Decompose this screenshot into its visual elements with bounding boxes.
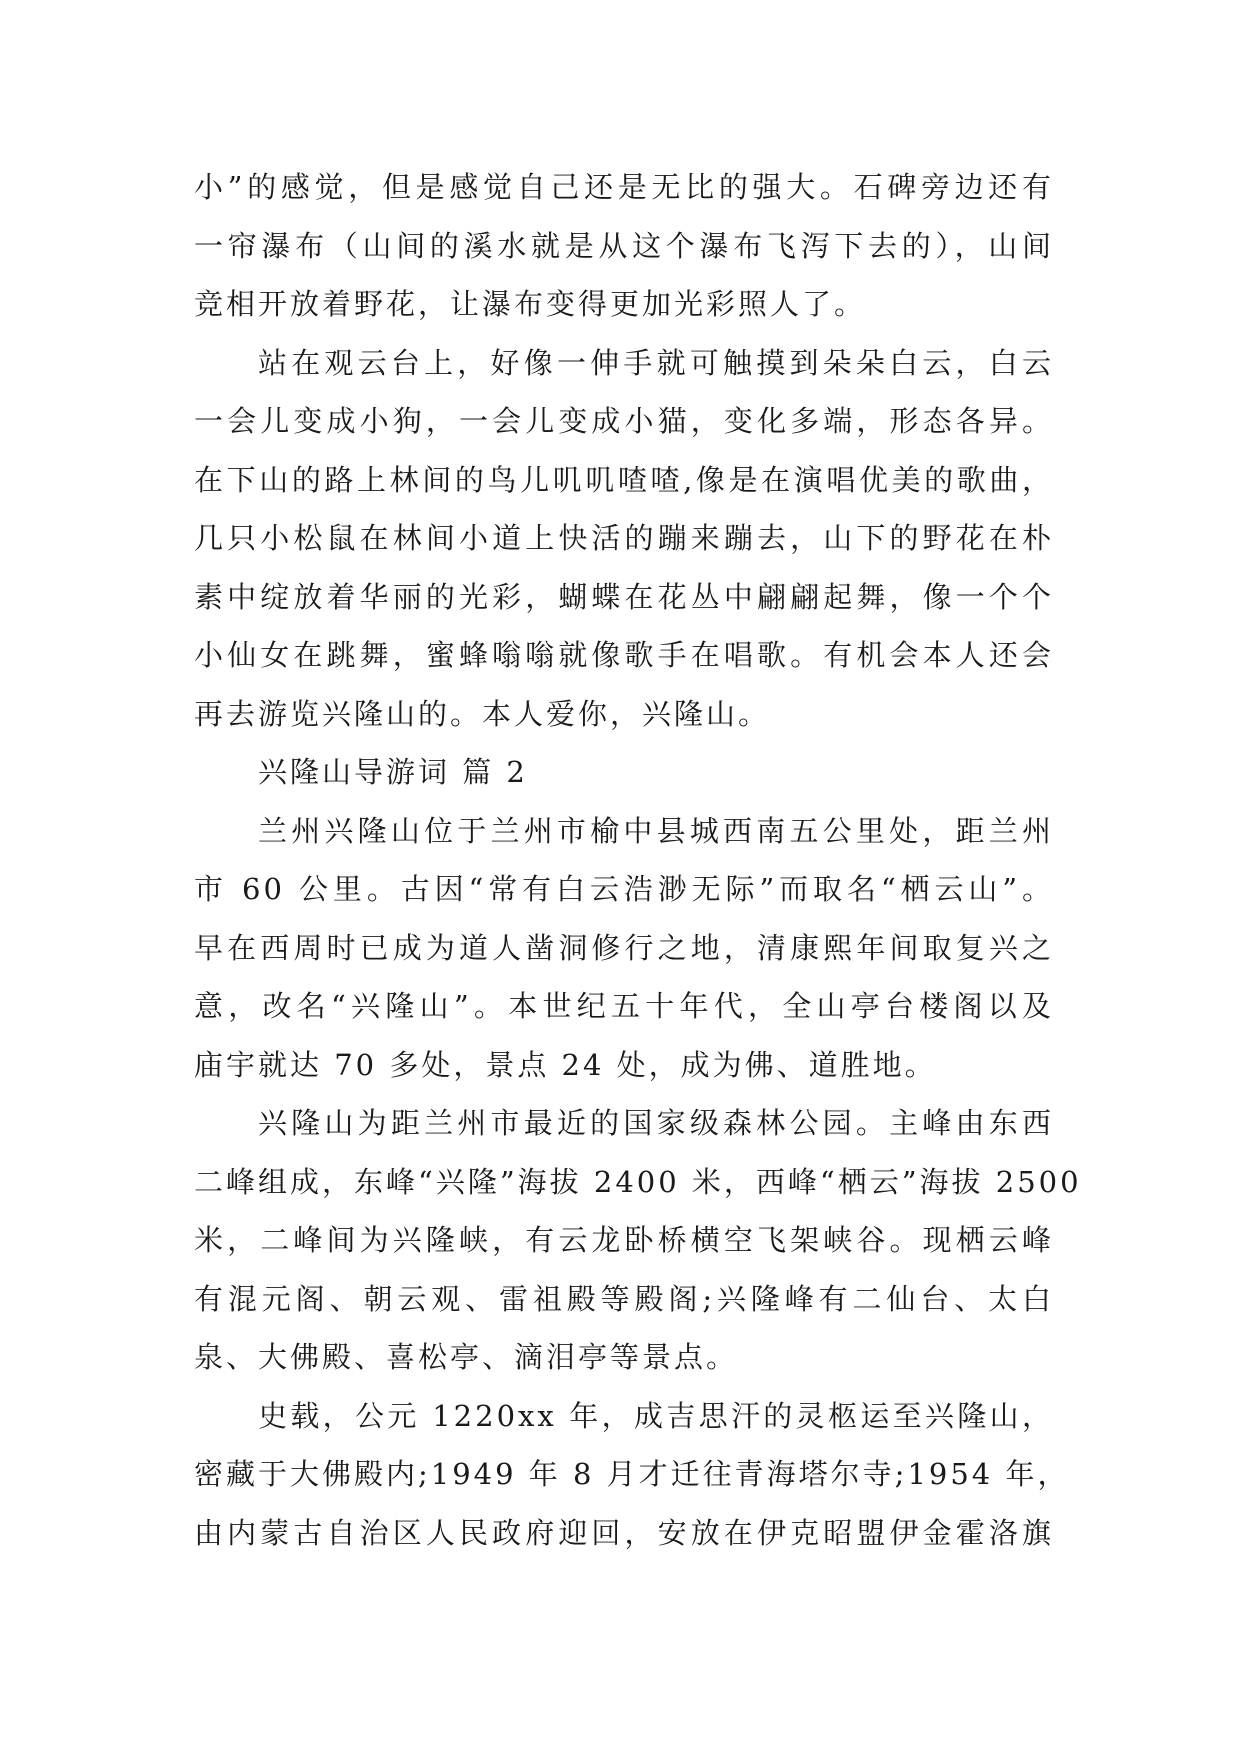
text-line: 密藏于大佛殿内;1949 年 8 月才迁往青海塔尔寺;1954 年，: [194, 1457, 1070, 1491]
text-line: 竞相开放着野花，让瀑布变得更加光彩照人了。: [194, 287, 867, 321]
document-body: [194, 158, 1082, 1562]
text-line: 素中绽放着华丽的光彩，蝴蝶在花丛中翩翩起舞，像一个个: [194, 579, 1054, 614]
section-heading: 兴隆山导游词 篇 2: [258, 755, 528, 789]
text-line: 早在西周时已成为道人凿洞修行之地，清康熙年间取复兴之: [194, 930, 1054, 965]
paragraph-first-line: 兴隆山为距兰州市最近的国家级森林公园。主峰由东西: [258, 1106, 1054, 1140]
paragraph-first-line: 站在观云台上，好像一伸手就可触摸到朵朵白云，白云: [258, 345, 1054, 380]
text-line: 再去游览兴隆山的。本人爱你，兴隆山。: [194, 696, 771, 731]
text-line: 市 60 公里。古因“常有白云浩渺无际”而取名“栖云山”。: [194, 872, 1054, 906]
text-line: 有混元阁、朝云观、雷祖殿等殿阁;兴隆峰有二仙台、太白: [194, 1281, 1054, 1316]
paragraph-first-line: 兰州兴隆山位于兰州市榆中县城西南五公里处，距兰州: [258, 813, 1054, 848]
text-line: 意，改名“兴隆山”。本世纪五十年代，全山亭台楼阁以及: [194, 989, 1054, 1023]
text-line: 小仙女在跳舞，蜜蜂嗡嗡就像歌手在唱歌。有机会本人还会: [194, 638, 1054, 672]
text-line: 几只小松鼠在林间小道上快活的蹦来蹦去，山下的野花在朴: [194, 521, 1054, 555]
text-line: 由内蒙古自治区人民政府迎回，安放在伊克昭盟伊金霍洛旗: [194, 1515, 1054, 1550]
text-line: 一会儿变成小狗，一会儿变成小猫，变化多端，形态各异。: [194, 404, 1054, 438]
text-line: 泉、大佛殿、喜松亭、滴泪亭等景点。: [194, 1340, 739, 1374]
paragraph-first-line: 史载，公元 1220xx 年，成吉思汗的灵柩运至兴隆山，: [258, 1398, 1054, 1433]
text-line: 在下山的路上林间的鸟儿叽叽喳喳,像是在演唱优美的歌曲，: [194, 462, 1054, 497]
text-line: 一帘瀑布（山间的溪水就是从这个瀑布飞泻下去的），山间: [194, 228, 1054, 263]
text-line: 小”的感觉，但是感觉自己还是无比的强大。石碑旁边还有: [194, 170, 1054, 204]
text-line: 米，二峰间为兴隆峡，有云龙卧桥横空飞架峡谷。现栖云峰: [194, 1223, 1054, 1257]
text-line: 庙宇就达 70 多处，景点 24 处，成为佛、道胜地。: [194, 1047, 937, 1082]
text-line: 二峰组成，东峰“兴隆”海拔 2400 米，西峰“栖云”海拔 2500: [194, 1164, 1082, 1199]
